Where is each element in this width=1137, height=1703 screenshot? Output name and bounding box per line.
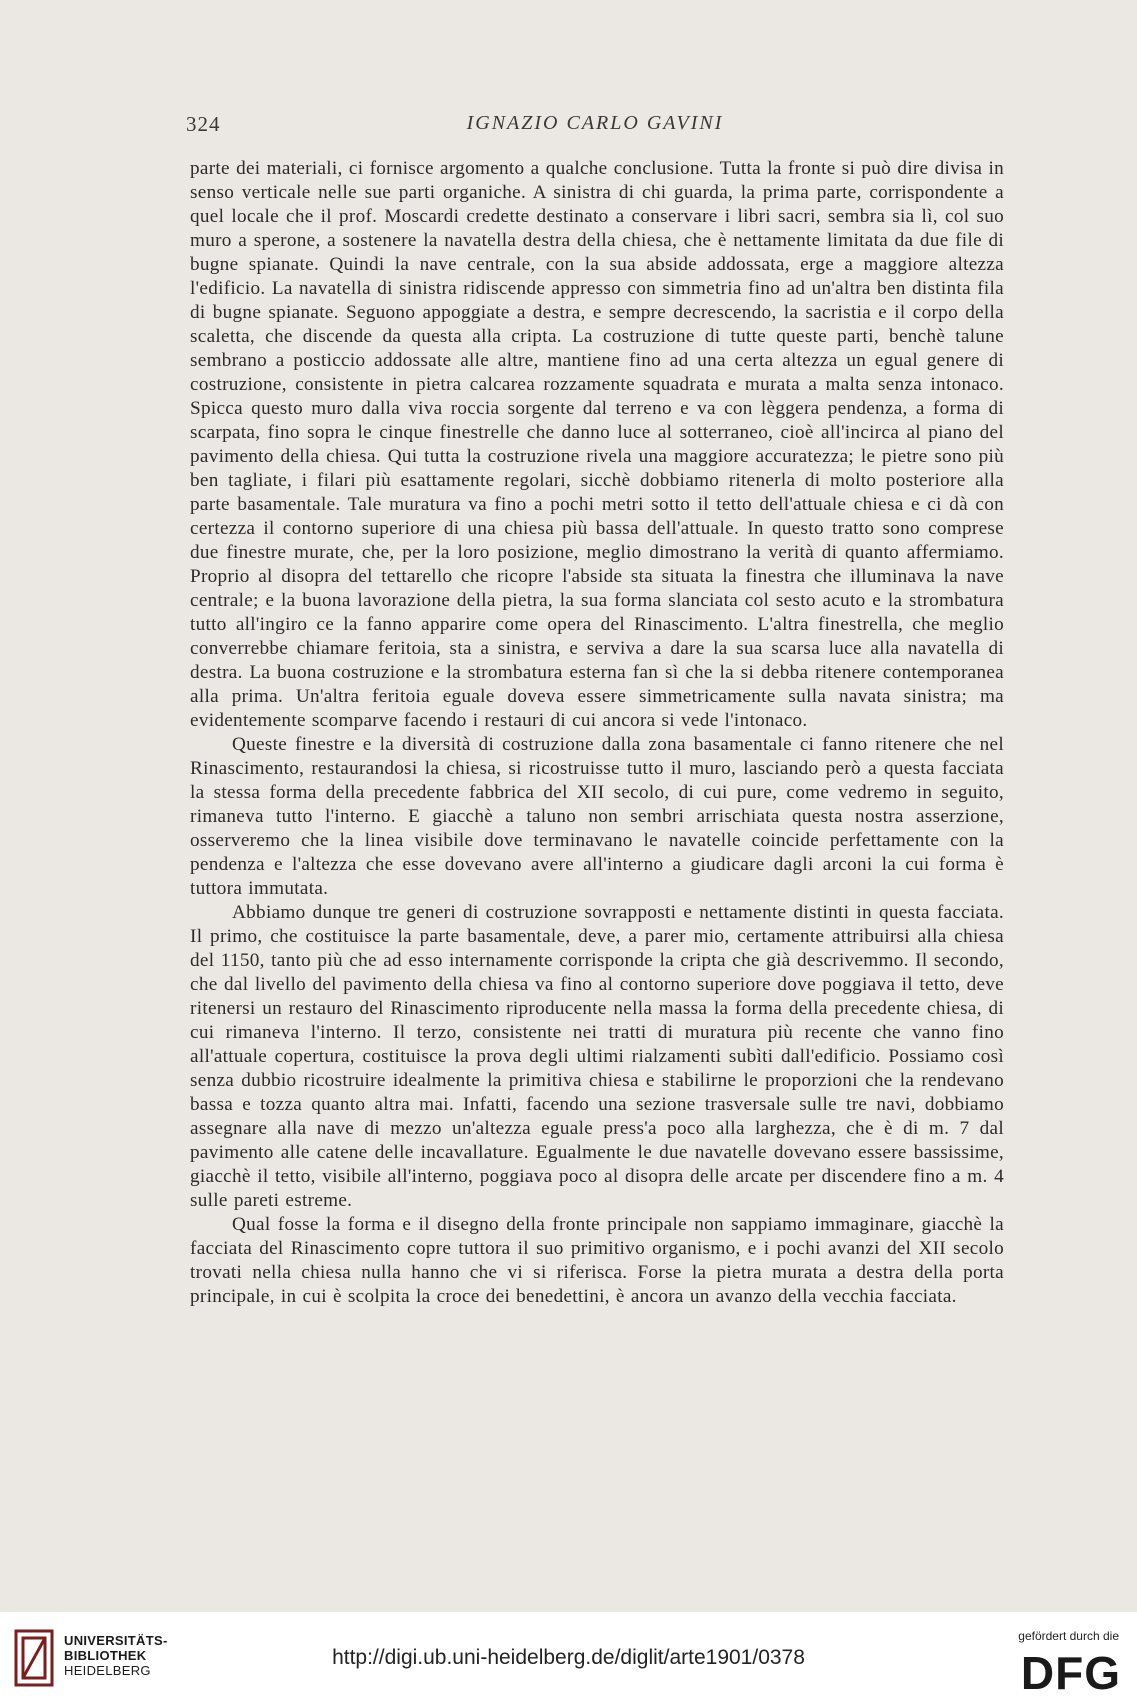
page-number: 324 xyxy=(186,112,221,136)
library-name-line2: BIBLIOTHEK xyxy=(64,1648,147,1663)
paragraph-1: parte dei materiali, ci fornisce argomento a qualche conclusione. Tutta la fronte si può dire divisa in senso verticale nelle sue parti organiche. A sinistra di chi guarda, la prima parte, corrispondente a quel locale che il prof. Moscardi credette destinato a conservare i libri sacri, sembra sia lì, col suo muro a sperone, a sostenere la navatella destra della chiesa, che è nettamente limitata da due file di bugne spianate. Quindi la nave centrale, con la sua abside addossata, erge a maggiore altezza l'edificio. La navatella di sinistra ridiscende appresso con simmetria fino ad un'altra ben distinta fila di bugne spianate. Seguono appoggiate a destra, e sempre decrescendo, la sacristia e il corpo della scaletta, che discende da questa alla cripta. La costruzione di tutte queste parti, benchè talune sembrano a posticcio addossate alle altre, mantiene fino ad una certa altezza un egual genere di costruzione, consistente in pietra calcarea rozzamente squadrata e murata a malta senza intonaco. Spicca questo muro dalla viva roccia sorgente dal terreno e va con lèggera pendenza, a forma di scarpata, fino sopra le cinque finestrelle che danno luce al sotterraneo, cioè all'incirca al piano del pavimento della chiesa. Qui tutta la costruzione rivela una maggiore accuratezza; le pietre sono più ben tagliate, i filari più esattamente regolari, sicchè dobbiamo ritenerla di molto posteriore alla parte basamentale. Tale muratura va fino a pochi metri sotto il tetto dell'attuale chiesa e ci dà con certezza il contorno superiore di una chiesa più bassa dell'attuale. In questo tratto sono comprese due finestre murate, che, per la loro posizione, meglio dimostrano la verità di quanto affermiamo. Proprio al disopra del tettarello che ricopre l'abside sta situata la finestra che illuminava la nave centrale; e la buona lavorazione della pietra, la sua forma slanciata col sesto acuto e la strombatura tutto all'ingiro ce la fanno apparire come opera del Rinascimento. L'altra finestrella, che meglio converrebbe chiamare feritoia, sta a sinistra, e serviva a dare la sua scarsa luce alla navatella di destra. La buona costruzione e la strombatura esterna fan sì che la si debba ritenere contemporanea alla prima. Un'altra feritoia eguale doveva essere simmetricamente sulla navata sinistra; ma evidentemente scomparve facendo i restauri di cui ancora si vede l'intonaco. xyxy=(190,158,1004,731)
permalink-url[interactable]: http://digi.ub.uni-heidelberg.de/diglit/arte1901/0378 xyxy=(332,1646,805,1669)
paragraph-3: Abbiamo dunque tre generi di costruzione sovrapposti e nettamente distinti in questa facciata. Il primo, che costituisce la parte basamentale, deve, a parer mio, certamente attribuirsi alla chiesa del 1150, tanto più che ad esso internamente corrisponde la cripta che già descrivemmo. Il secondo, che dal livello del pavimento della chiesa va fino al contorno superiore dove poggiava il tetto, deve ritenersi un restauro del Rinascimento riproducente nella massa la forma della precedente chiesa, di cui rimaneva l'interno. Il terzo, consistente nei tratti di muratura più recente che vanno fino all'attuale copertura, costituisce la prova degli ultimi rialzamenti subìti dall'edificio. Possiamo così senza dubbio ricostruire idealmente la primitiva chiesa e stabilirne le proporzioni che la rendevano bassa e tozza quanto altra mai. Infatti, facendo una sezione trasversale sulle tre navi, dobbiamo assegnare alla nave di mezzo un'altezza eguale press'a poco alla larghezza, che è di m. 7 dal pavimento alle catene delle incavallature. Egualmente le due navatelle dovevano essere bassissime, giacchè il tetto, visibile all'interno, poggiava poco al disopra delle arcate per discendere fino a m. 4 sulle pareti estreme. xyxy=(190,902,1004,1211)
body-text xyxy=(190,157,1004,1309)
funding-note: gefördert durch die xyxy=(1018,1629,1119,1643)
dfg-logo: DFG xyxy=(1020,1647,1121,1699)
paragraph-2: Queste finestre e la diversità di costruzione dalla zona basamentale ci fanno ritenere che nel Rinascimento, restaurandosi la chiesa, si ricostruisse tutto il muro, lasciando però a questa facciata la stessa forma della precedente fabbrica del XII secolo, di cui pure, come vedremo in seguito, rimaneva tutto l'interno. E giacchè a taluno non sembri arrischiata questa nostra asserzione, osserveremo che la linea visibile dove terminavano le navatelle coincide perfettamente con la pendenza e l'altezza che esse dovevano avere all'interno a giudicare dagli arconi la cui forma è tuttora immutata. xyxy=(190,734,1004,899)
library-name-line3: HEIDELBERG xyxy=(64,1663,151,1678)
paragraph-4: Qual fosse la forma e il disegno della fronte principale non sappiamo immaginare, giacchè la facciata del Rinascimento copre tuttora il suo primitivo organismo, e i pochi avanzi del XII secolo trovati nella chiesa nulla hanno che vi si riferisca. Forse la pietra murata a destra della porta principale, in cui è scolpita la croce dei benedettini, è ancora un avanzo della vecchia facciata. xyxy=(190,1214,1004,1307)
digitization-footer xyxy=(0,1612,1137,1703)
page-header xyxy=(186,112,1004,142)
library-name-line1: UNIVERSITÄTS- xyxy=(64,1633,168,1648)
running-title: IGNAZIO CARLO GAVINI xyxy=(466,112,724,134)
